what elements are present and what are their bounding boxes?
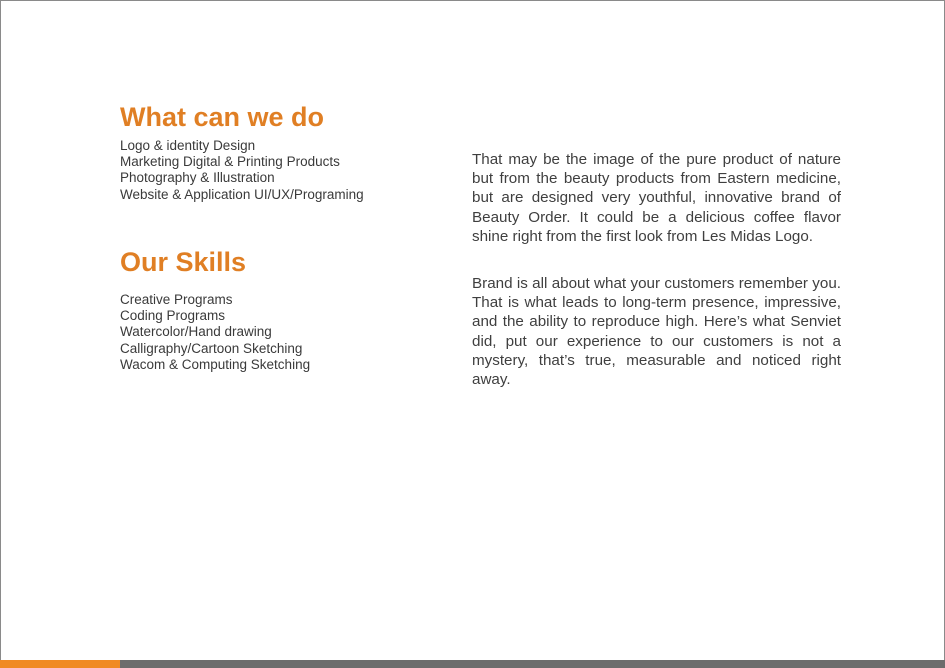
services-heading: What can we do [120, 102, 325, 132]
skills-item: Calligraphy/Cartoon Sketching [120, 340, 303, 356]
footer-bar [0, 660, 945, 668]
services-item: Website & Application UI/UX/Programing [120, 186, 364, 202]
skills-item: Wacom & Computing Sketching [120, 356, 311, 372]
body-text-column [472, 150, 841, 389]
footer-accent-bar [0, 660, 120, 668]
services-item: Logo & identity Design [120, 138, 256, 153]
services-item: Marketing Digital & Printing Products [120, 154, 340, 170]
skills-item: Watercolor/Hand drawing [120, 324, 272, 340]
services-item: Photography & Illustration [120, 170, 275, 186]
skills-item: Creative Programs [120, 292, 233, 307]
skills-heading: Our Skills [120, 247, 247, 277]
skills-list [120, 292, 310, 373]
skills-item: Coding Programs [120, 308, 226, 324]
body-paragraph: Brand is all about what your customers remember you. That is what leads to long-term presence, impressive, and the ability to reproduce high. Here’s what Senviet did, put our experience to our customers is not a mystery, that’s true, measurable and noticed right away. [472, 275, 841, 389]
body-paragraph: That may be the image of the pure product of nature but from the beauty products from Eastern medicine, but are designed very youthful, innovative brand of Beauty Order. It could be a delicious coffee flavor shine right from the first look from Les Midas Logo. [472, 151, 841, 245]
services-list [120, 138, 364, 203]
